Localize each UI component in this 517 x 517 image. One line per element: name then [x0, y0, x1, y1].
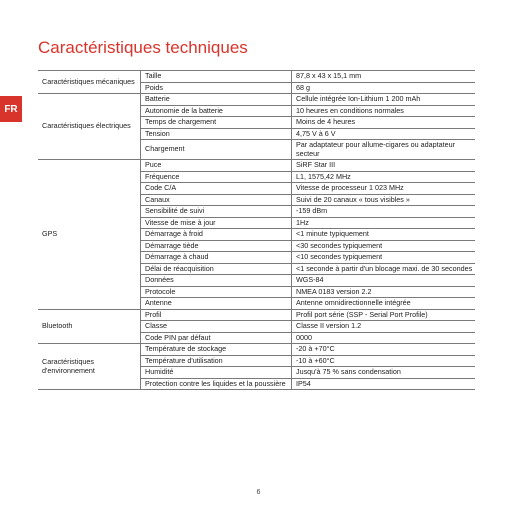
feature-cell: Classe [141, 321, 292, 333]
feature-cell: Vitesse de mise à jour [141, 217, 292, 229]
feature-cell: Poids [141, 82, 292, 94]
spec-table-body [38, 71, 475, 390]
value-cell: Vitesse de processeur 1 023 MHz [292, 183, 476, 195]
value-cell: -20 à +70°C [292, 344, 476, 356]
feature-cell: Canaux [141, 194, 292, 206]
category-cell: Caractéristiques mécaniques [38, 71, 141, 94]
value-cell: IP54 [292, 378, 476, 390]
page-number: 6 [256, 489, 261, 496]
value-cell: Profil port série (SSP - Serial Port Profile) [292, 309, 476, 321]
value-cell: NMEA 0183 version 2.2 [292, 286, 476, 298]
spec-row [38, 309, 475, 321]
value-cell: 10 heures en conditions normales [292, 105, 476, 117]
value-cell: SiRF Star III [292, 160, 476, 172]
feature-cell: Démarrage à froid [141, 229, 292, 241]
spec-row [38, 94, 475, 106]
feature-cell: Protection contre les liquides et la poussière [141, 378, 292, 390]
spec-row [38, 71, 475, 83]
value-cell: <1 seconde à partir d'un blocage maxi. de 30 secondes [292, 263, 476, 275]
feature-cell: Antenne [141, 298, 292, 310]
feature-cell: Temps de chargement [141, 117, 292, 129]
value-cell: 1Hz [292, 217, 476, 229]
feature-cell: Protocole [141, 286, 292, 298]
feature-cell: Taille [141, 71, 292, 83]
value-cell: Par adaptateur pour allume-cigares ou adaptateur secteur [292, 140, 476, 160]
category-cell: GPS [38, 160, 141, 310]
value-cell: -159 dBm [292, 206, 476, 218]
value-cell: -10 à +60°C [292, 355, 476, 367]
feature-cell: Puce [141, 160, 292, 172]
feature-cell: Tension [141, 128, 292, 140]
value-cell: Jusqu'à 75 % sans condensation [292, 367, 476, 379]
feature-cell: Démarrage à chaud [141, 252, 292, 264]
spec-table [38, 70, 475, 390]
value-cell: Cellule intégrée Ion-Lithium 1 200 mAh [292, 94, 476, 106]
feature-cell: Démarrage tiède [141, 240, 292, 252]
category-cell: Caractéristiques d'environnement [38, 344, 141, 390]
feature-cell: Humidité [141, 367, 292, 379]
feature-cell: Données [141, 275, 292, 287]
value-cell: WGS-84 [292, 275, 476, 287]
value-cell: L1, 1575,42 MHz [292, 171, 476, 183]
category-cell: Bluetooth [38, 309, 141, 344]
feature-cell: Code C/A [141, 183, 292, 195]
feature-cell: Délai de réacquisition [141, 263, 292, 275]
value-cell: 4,75 V à 6 V [292, 128, 476, 140]
value-cell: Antenne omnidirectionnelle intégrée [292, 298, 476, 310]
page-title: Caractéristiques techniques [38, 38, 248, 57]
value-cell: 68 g [292, 82, 476, 94]
spec-row [38, 344, 475, 356]
category-cell: Caractéristiques électriques [38, 94, 141, 160]
value-cell: 87,8 x 43 x 15,1 mm [292, 71, 476, 83]
feature-cell: Température d'utilisation [141, 355, 292, 367]
feature-cell: Chargement [141, 140, 292, 160]
value-cell: Suivi de 20 canaux « tous visibles » [292, 194, 476, 206]
language-tab: FR [0, 96, 22, 122]
value-cell: <10 secondes typiquement [292, 252, 476, 264]
value-cell: <1 minute typiquement [292, 229, 476, 241]
feature-cell: Batterie [141, 94, 292, 106]
feature-cell: Sensibilité de suivi [141, 206, 292, 218]
feature-cell: Fréquence [141, 171, 292, 183]
feature-cell: Température de stockage [141, 344, 292, 356]
feature-cell: Autonomie de la batterie [141, 105, 292, 117]
spec-row [38, 160, 475, 172]
feature-cell: Profil [141, 309, 292, 321]
value-cell: Classe II version 1.2 [292, 321, 476, 333]
value-cell: 0000 [292, 332, 476, 344]
value-cell: Moins de 4 heures [292, 117, 476, 129]
value-cell: <30 secondes typiquement [292, 240, 476, 252]
feature-cell: Code PIN par défaut [141, 332, 292, 344]
